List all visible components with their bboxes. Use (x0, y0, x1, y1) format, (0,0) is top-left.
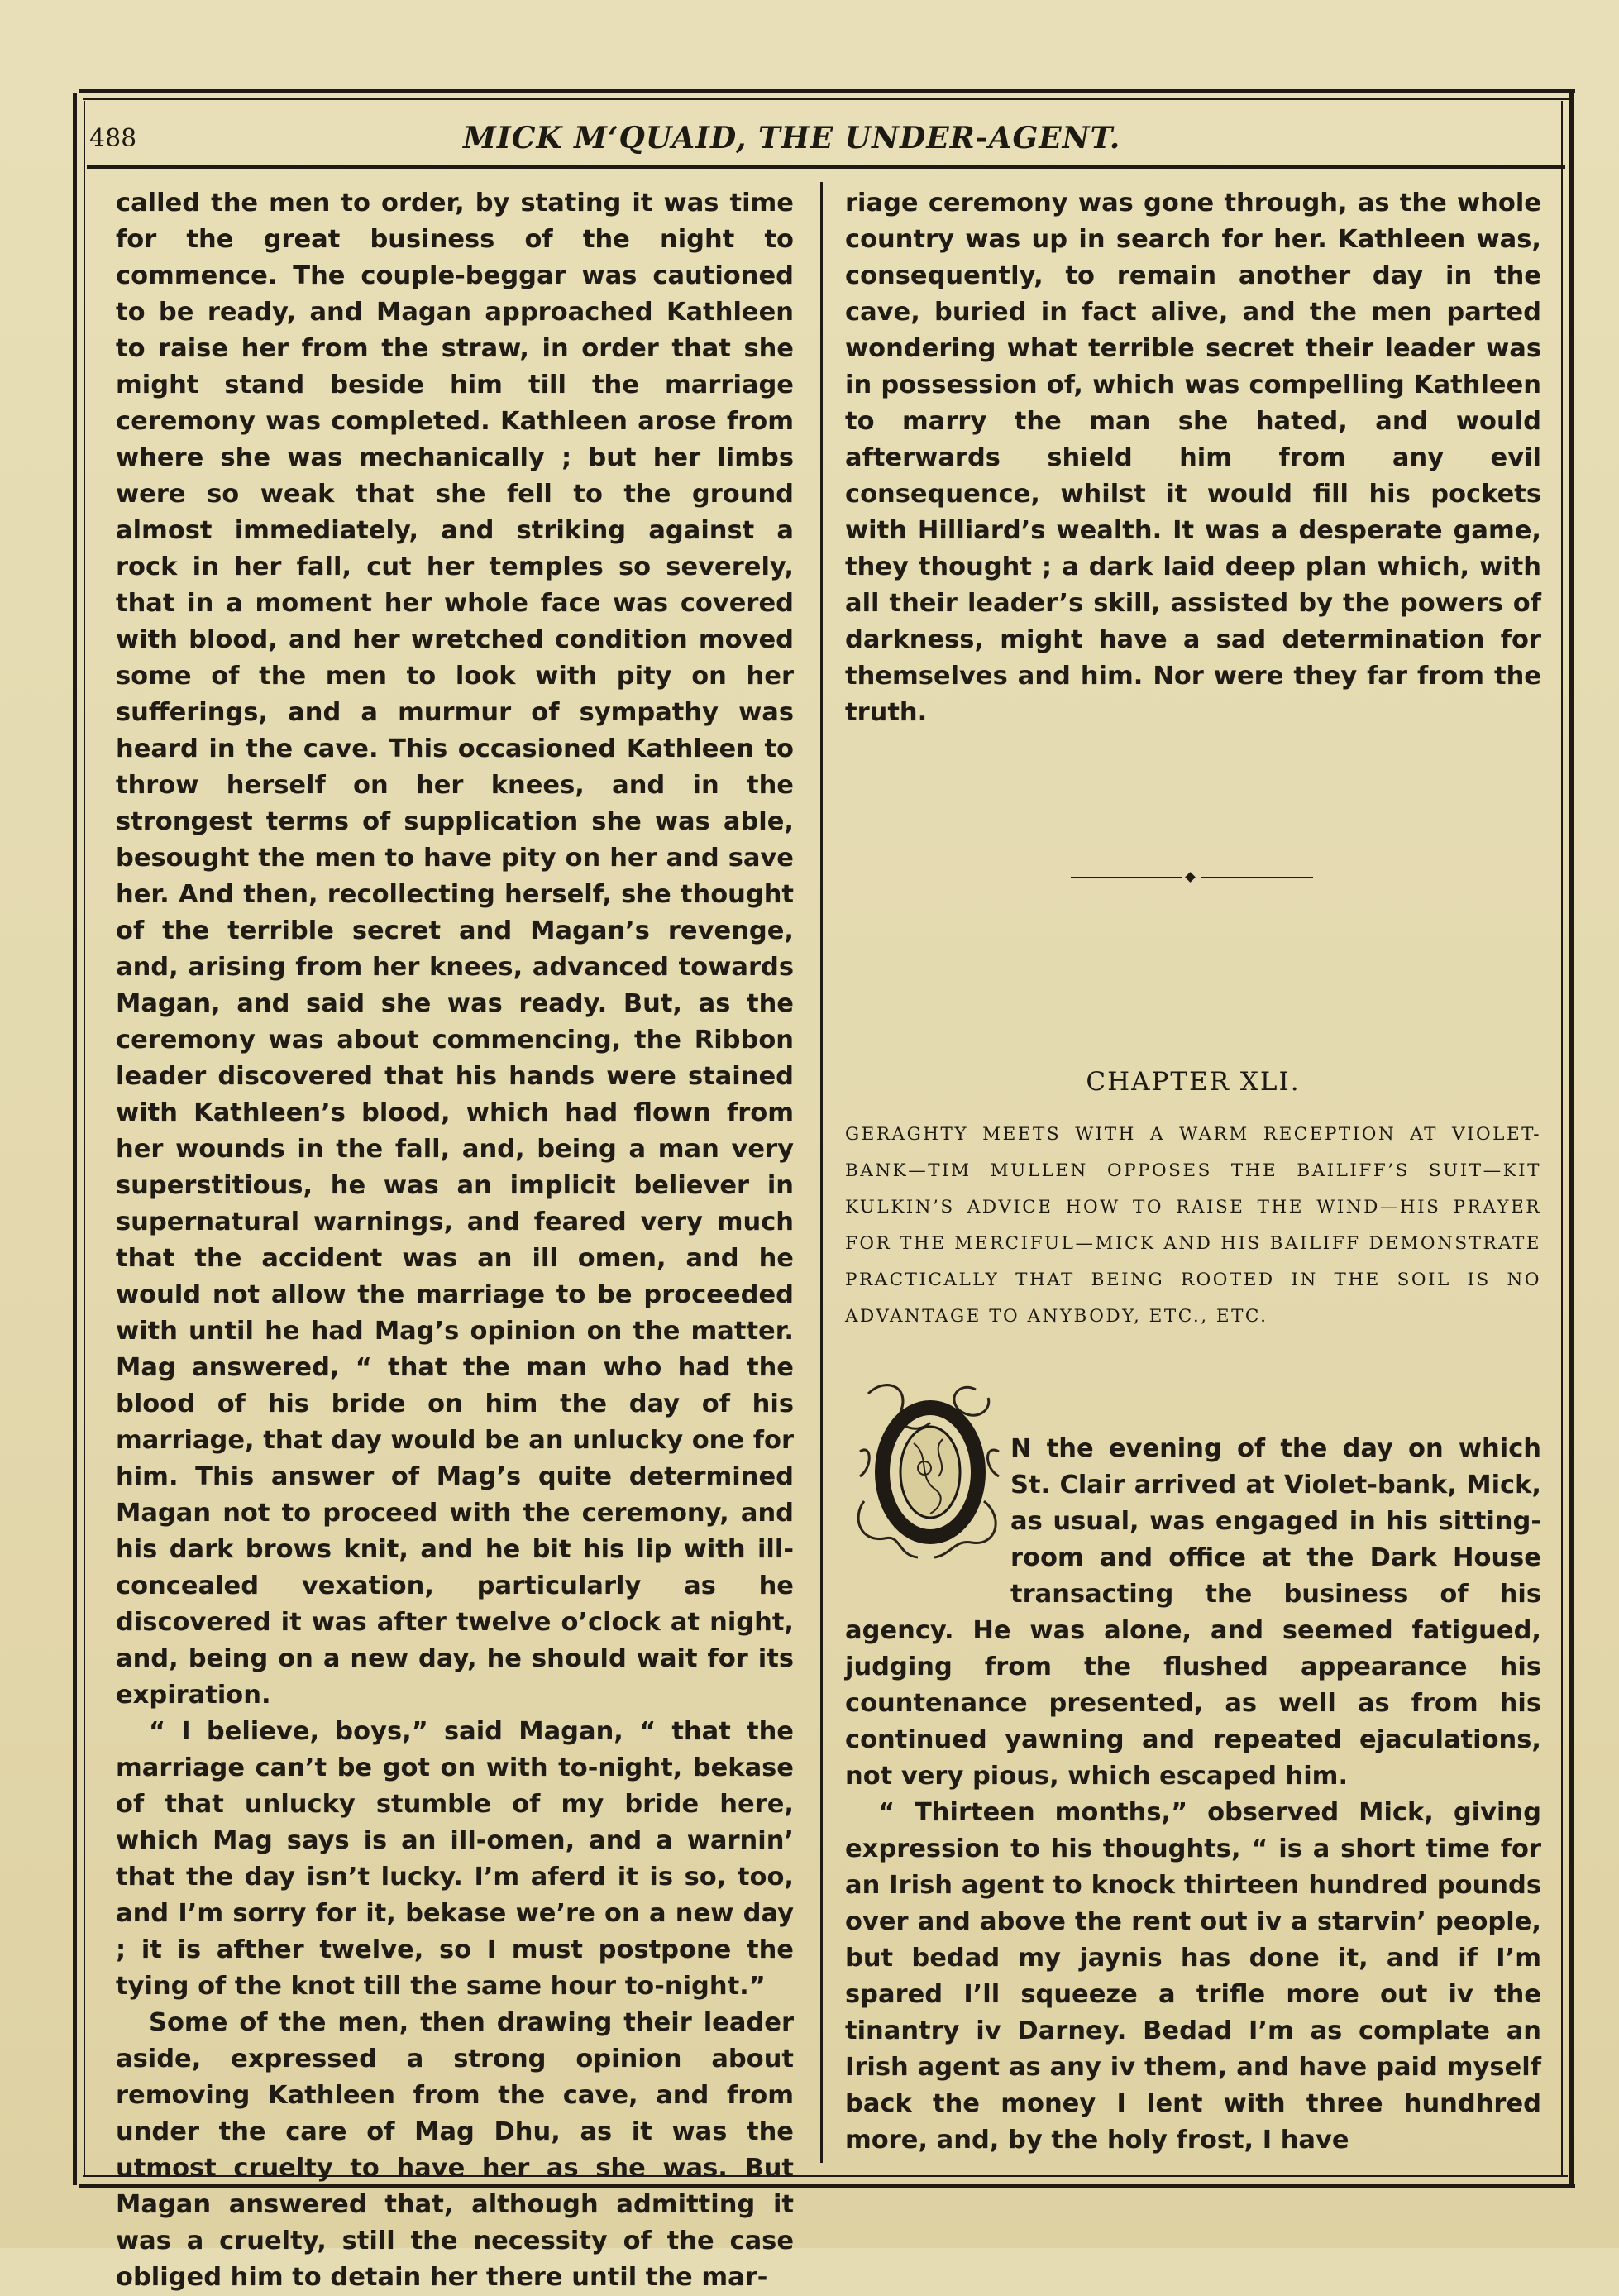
ornament-diamond (1185, 872, 1196, 883)
ornament-line (1071, 877, 1182, 878)
paragraph: “ I believe, boys,” said Magan, “ that the marriage can’t be got on with to-night, bekase of that unlucky stumble of my bride here, which Mag says is an ill-omen, and a warnin’ that the day isn’t lucky. I’m aferd it is so, too, and I’m sorry for it, bekase we’re on a new day ; it is afther twelve, so I must postpone the tying of the knot till the same hour to-night.” (116, 1717, 794, 2001)
section-divider-ornament (1071, 873, 1315, 883)
drop-cap-space (845, 1431, 1010, 1613)
left-column (116, 185, 794, 2296)
chapter-title: CHAPTER XLI. (1086, 1067, 1301, 1097)
paragraph: called the men to order, by stating it was time for the great business of the night to commence. The couple-beggar was cautioned to be ready, and Magan approached Kathleen to raise her from the straw, in order that she might stand beside him till the marriage ceremony was completed. Kathleen arose from where she was mechanically ; but her limbs were so weak that she fell to the ground almost immediately, and striking against a rock in her fall, cut her temples so severely, that in a moment her whole face was covered with blood, and her wretched condition moved some of the men to look with pity on her sufferings, and a murmur of sympathy was heard in the cave. This occasioned Kathleen to throw herself on her knees, and in the strongest terms of supplication she was able, besought the men to have pity on her and save her. And then, recollecting herself, she thought of the terrible secret and Magan’s revenge, and, arising from her knees, advanced towards Magan, and said she was ready. But, as the ceremony was about commencing, the Ribbon leader discovered that his hands were stained with Kathleen’s blood, which had flown from her wounds in the fall, and, being a man very superstitious, he was an implicit believer in supernatural warnings, and feared very much that the accident was an ill omen, and he would not allow the marriage to be proceeded with until he had Mag’s opinion on the matter. Mag answered, “ that the man who had the blood of his bride on him the day of his marriage, that day would be an unlucky one for him. This answer of Mag’s quite determined Magan not to proceed with the ceremony, and his dark brows knit, and he bit his lip with ill-concealed vexation, particularly as he discovered it was after twelve o’clock at night, and, being on a new day, he should wait for its expiration. (116, 189, 794, 1710)
chapter-synopsis: GERAGHTY MEETS WITH A WARM RECEPTION AT VIOLET-BANK—TIM MULLEN OPPOSES THE BAILIFF’S SUIT—KIT KULKIN’S ADVICE HOW TO RAISE THE WIND—HIS PRAYER FOR THE MERCIFUL—MICK AND HIS BAILIFF DEMONSTRATE PRACTICALLY THAT BEING ROOTED IN THE SOIL IS NO ADVANTAGE TO ANYBODY, ETC., ETC. (845, 1124, 1541, 1327)
paragraph: “ Thirteen months,” observed Mick, giving expression to his thoughts, “ is a short time for an Irish agent to knock thirteen hundred pounds over and above the rent out iv a starvin’ people, but bedad my jaynis has done it, and if I’m spared I’ll squeeze a trifle more out iv the tinantry iv Darney. Bedad I’m as complate an Irish agent as any iv them, and have paid myself back the money I lent with three hundhred more, and, by the holy frost, I have (845, 1798, 1541, 2155)
ornament-line (1201, 877, 1313, 878)
chapter-body (845, 1431, 1541, 2159)
top-border-rule-inner (83, 98, 1571, 100)
right-column (845, 185, 1541, 731)
paragraph: riage ceremony was gone through, as the whole country was up in search for her. Kathleen was, consequently, to remain another day in the cave, buried in fact alive, and the men parted wondering what terrible secret their leader was in possession of, which was compelling Kathleen to marry the man she hated, and would afterwards shield him from any evil consequence, whilst it would fill his pockets with Hilliard’s wealth. It was a desperate game, they thought ; a dark laid deep plan which, with all their leader’s skill, assisted by the powers of darkness, might have a sad determination for themselves and him. Nor were they far from the truth. (845, 189, 1541, 727)
top-border-rule (79, 89, 1575, 93)
page-number: 488 (89, 124, 137, 153)
left-border-rule (73, 93, 77, 2185)
paragraph: N the evening of the day on which St. Clair arrived at Violet-bank, Mick, as usual, was engaged in his sitting-room and office at the Dark House transacting the business of his agency. He was alone, and seemed fatigued, judging from the flushed appearance his countenance presented, as well as from his continued yawning and repeated ejaculations, not very pious, which escaped him. (845, 1434, 1541, 1791)
header-bottom-rule (87, 165, 1565, 169)
left-border-rule-inner (84, 101, 85, 2177)
right-border-rule (1569, 93, 1574, 2185)
column-divider (820, 182, 823, 2163)
paragraph: Some of the men, then drawing their leader aside, expressed a strong opinion about removing Kathleen from the cave, and from under the care of Mag Dhu, as it was the utmost cruelty to have her as she was. But Magan answered that, although admitting it was a cruelty, still the necessity of the case obliged him to detain her there until the mar- (116, 2008, 794, 2292)
right-border-rule-inner (1561, 101, 1563, 2177)
running-title: MICK M‘QUAID, THE UNDER-AGENT. (463, 121, 1121, 155)
